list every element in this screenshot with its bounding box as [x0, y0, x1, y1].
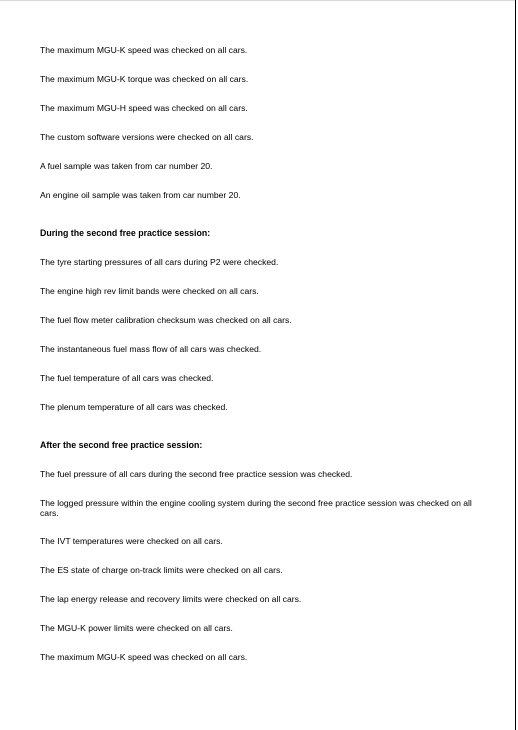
section-heading: During the second free practice session:: [40, 228, 211, 238]
check-item: The fuel pressure of all cars during the second free practice session was checked.: [40, 469, 353, 479]
check-item: The plenum temperature of all cars was checked.: [40, 402, 228, 412]
check-item: The MGU-K power limits were checked on all cars.: [40, 623, 233, 633]
check-item: The maximum MGU-H speed was checked on all cars.: [40, 103, 248, 113]
section-preceding-checks: [40, 45, 480, 200]
check-item: The maximum MGU-K speed was checked on all cars.: [40, 45, 248, 55]
page-top-border: [0, 0, 516, 1]
check-item: An engine oil sample was taken from car number 20.: [40, 190, 241, 200]
check-item: The custom software versions were checked on all cars.: [40, 132, 254, 142]
check-item: A fuel sample was taken from car number 20.: [40, 161, 213, 171]
document-body: [40, 45, 480, 681]
check-item: The maximum MGU-K torque was checked on all cars.: [40, 74, 249, 84]
section-heading: After the second free practice session:: [40, 440, 203, 450]
check-item: The instantaneous fuel mass flow of all cars was checked.: [40, 344, 262, 354]
section-after-second-practice: [40, 440, 480, 662]
section-spacer: [40, 219, 480, 228]
check-item: The fuel flow meter calibration checksum was checked on all cars.: [40, 315, 292, 325]
section-spacer: [40, 431, 480, 440]
check-item: The lap energy release and recovery limits were checked on all cars.: [40, 594, 302, 604]
check-item: The maximum MGU-K speed was checked on all cars.: [40, 652, 248, 662]
check-item: The IVT temperatures were checked on all cars.: [40, 536, 223, 546]
check-item: The fuel temperature of all cars was checked.: [40, 373, 214, 383]
check-item: The ES state of charge on-track limits were checked on all cars.: [40, 565, 283, 575]
check-item: The logged pressure within the engine cooling system during the second free practice session was checked on all cars.: [40, 498, 472, 518]
check-item: The tyre starting pressures of all cars during P2 were checked.: [40, 257, 279, 267]
check-item: The engine high rev limit bands were checked on all cars.: [40, 286, 259, 296]
page-right-border: [515, 0, 516, 730]
section-during-second-practice: [40, 228, 480, 412]
